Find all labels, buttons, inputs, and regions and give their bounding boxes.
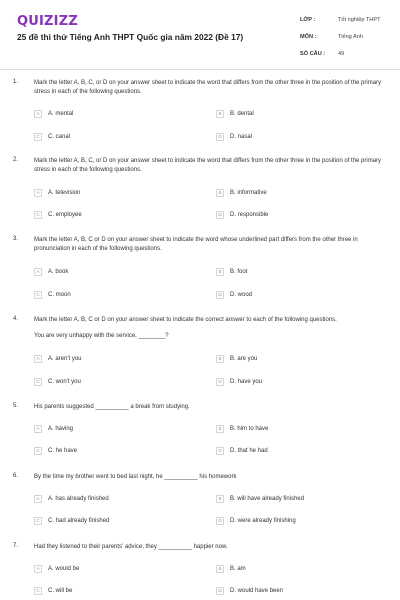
option-text: B. will have already finished	[230, 495, 305, 502]
option-text: C. won't you	[48, 378, 81, 385]
option-c[interactable]	[34, 131, 70, 142]
option-text: D. were already finishing	[230, 517, 296, 524]
option-letter-box: D	[216, 587, 224, 595]
worksheet-meta	[300, 15, 395, 66]
header-divider	[0, 69, 400, 70]
option-b[interactable]	[216, 423, 268, 434]
question-number: 7.	[13, 543, 19, 549]
option-a[interactable]	[34, 108, 73, 119]
option-text: C. employee	[48, 211, 82, 218]
option-b[interactable]	[216, 353, 257, 364]
option-text: B. are you	[230, 355, 258, 362]
option-letter-box: C	[34, 447, 42, 455]
meta-subject-row	[300, 32, 395, 42]
option-text: B. dental	[230, 110, 254, 117]
option-text: D. wood	[230, 291, 253, 298]
option-letter-box: A	[34, 355, 42, 363]
meta-class-row	[300, 15, 395, 25]
option-letter-box: D	[216, 133, 224, 141]
option-letter-box: A	[34, 495, 42, 503]
option-c[interactable]	[34, 376, 81, 387]
option-text: A. television	[48, 189, 81, 196]
option-letter-box: C	[34, 378, 42, 386]
option-text: D. have you	[230, 378, 263, 385]
question-number: 6.	[13, 473, 19, 479]
option-text: C. moon	[48, 291, 71, 298]
option-letter-box: C	[34, 587, 42, 595]
option-text: C. will be	[48, 587, 73, 594]
option-letter-box: B	[216, 565, 224, 573]
option-letter-box: C	[34, 133, 42, 141]
option-letter-box: C	[34, 517, 42, 525]
option-text: D. would have been	[230, 587, 284, 594]
option-letter-box: C	[34, 291, 42, 299]
option-letter-box: B	[216, 495, 224, 503]
option-letter-box: B	[216, 425, 224, 433]
option-c[interactable]	[34, 209, 82, 220]
meta-subject-value: Tiếng Anh	[338, 34, 363, 40]
option-a[interactable]	[34, 353, 82, 364]
option-letter-box: A	[34, 425, 42, 433]
question-text: Mark the letter A, B, C, or D on your answer sheet to indicate the word that differs from the other three in the position of the primary stress in each of the following questions.	[34, 80, 382, 96]
option-text: B. am	[230, 565, 246, 572]
option-letter-box: D	[216, 291, 224, 299]
option-text: C. he have	[48, 447, 78, 454]
meta-subject-label: MÔN :	[300, 34, 317, 40]
option-text: C. canal	[48, 133, 71, 140]
option-letter-box: D	[216, 517, 224, 525]
option-a[interactable]	[34, 266, 68, 277]
option-letter-box: A	[34, 110, 42, 118]
option-letter-box: A	[34, 189, 42, 197]
option-b[interactable]	[216, 563, 246, 574]
option-d[interactable]	[216, 515, 296, 526]
question-text: Had they listened to their parents' advice, they __________ happier now.	[34, 544, 228, 550]
meta-class-value: Tốt nghiệp THPT	[338, 17, 381, 23]
option-letter-box: B	[216, 189, 224, 197]
option-text: B. informative	[230, 189, 267, 196]
question-number: 3.	[13, 236, 19, 242]
question-text: Mark the letter A, B, C or D on your answer sheet to indicate the word whose underlined part differs from the other three in pronunciation in each of the following questions.	[34, 237, 358, 253]
option-c[interactable]	[34, 515, 109, 526]
option-text: A. aren't you	[48, 355, 82, 362]
quizizz-logo: QUIZIZZ	[17, 14, 78, 29]
option-letter-box: D	[216, 211, 224, 219]
option-text: D. responsible	[230, 211, 269, 218]
option-text: A. has already finished	[48, 495, 109, 502]
question-number: 5.	[13, 403, 19, 409]
option-text: D. nasal	[230, 133, 253, 140]
question-text: Mark the letter A, B, C or D on your answer sheet to indicate the correct answer to each of the following questions.	[34, 317, 337, 323]
meta-class-label: LỚP :	[300, 17, 316, 23]
option-d[interactable]	[216, 445, 268, 456]
option-text: A. mental	[48, 110, 74, 117]
option-c[interactable]	[34, 445, 77, 456]
option-letter-box: A	[34, 268, 42, 276]
option-c[interactable]	[34, 585, 72, 596]
option-d[interactable]	[216, 131, 252, 142]
question-text: By the time my brother went to bed last night, he __________ his homework	[34, 474, 237, 480]
option-a[interactable]	[34, 563, 79, 574]
option-letter-box: D	[216, 378, 224, 386]
option-text: C. had already finished	[48, 517, 110, 524]
meta-count-row	[300, 49, 395, 59]
worksheet-title: 25 đề thi thử Tiếng Anh THPT Quốc gia năm 2022 (Đề 17)	[17, 32, 244, 42]
option-c[interactable]	[34, 289, 71, 300]
option-text: A. having	[48, 425, 74, 432]
option-b[interactable]	[216, 493, 304, 504]
option-a[interactable]	[34, 493, 109, 504]
worksheet-header	[0, 0, 400, 70]
option-d[interactable]	[216, 376, 262, 387]
question-sentence: You are very unhappy with the service, ________?	[34, 333, 169, 339]
question-number: 1.	[13, 79, 19, 85]
option-letter-box: B	[216, 110, 224, 118]
option-letter-box: B	[216, 268, 224, 276]
meta-count-value: 49	[338, 51, 345, 57]
option-d[interactable]	[216, 585, 283, 596]
option-a[interactable]	[34, 187, 80, 198]
option-d[interactable]	[216, 209, 268, 220]
option-letter-box: D	[216, 447, 224, 455]
option-text: B. him to have	[230, 425, 269, 432]
option-a[interactable]	[34, 423, 73, 434]
option-text: D. that he had	[230, 447, 268, 454]
question-text: Mark the letter A, B, C, or D on your answer sheet to indicate the word that differs from the other three in the position of the primary stress in each of the following questions.	[34, 158, 382, 174]
meta-count-label: SỐ CÂU :	[300, 51, 326, 57]
option-b[interactable]	[216, 187, 267, 198]
question-number: 4.	[13, 316, 19, 322]
option-text: A. book	[48, 268, 69, 275]
option-b[interactable]	[216, 266, 247, 277]
question-number: 2.	[13, 157, 19, 163]
option-b[interactable]	[216, 108, 254, 119]
option-text: B. foot	[230, 268, 248, 275]
option-letter-box: B	[216, 355, 224, 363]
option-d[interactable]	[216, 289, 252, 300]
option-text: A. would be	[48, 565, 80, 572]
option-letter-box: A	[34, 565, 42, 573]
option-letter-box: C	[34, 211, 42, 219]
question-text: His parents suggested __________ a break from studying.	[34, 404, 190, 410]
